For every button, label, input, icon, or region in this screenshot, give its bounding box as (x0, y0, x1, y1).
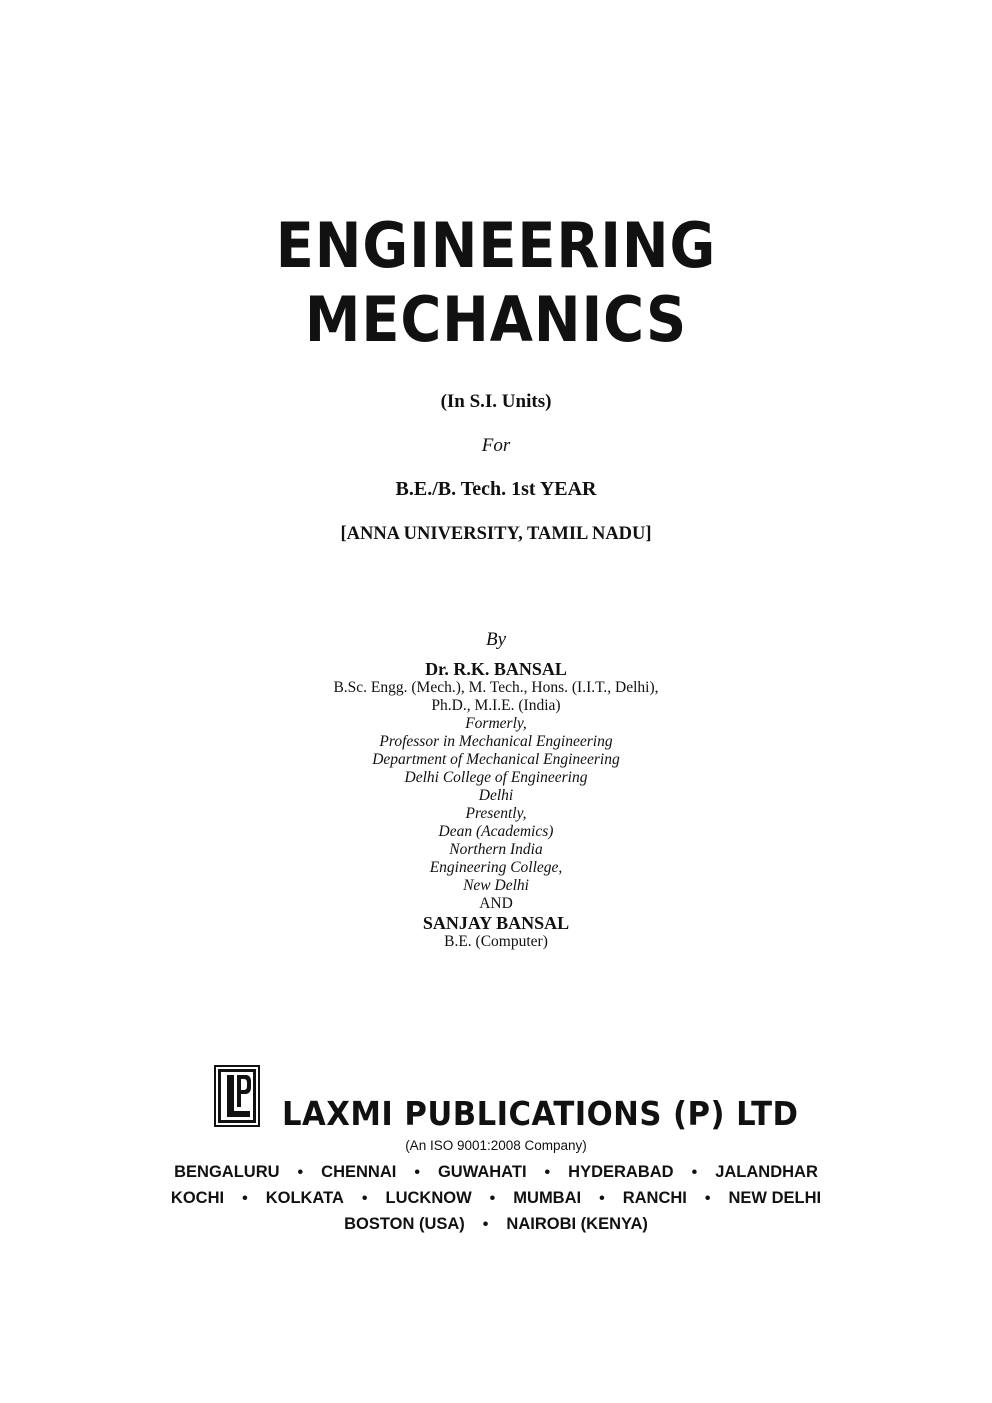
publisher-city: BENGALURU (174, 1163, 280, 1181)
publisher-iso-note: (An ISO 9001:2008 Company) (405, 1138, 587, 1153)
publisher-city: KOCHI (170, 1189, 225, 1207)
publisher-city: NEW DELHI (728, 1189, 822, 1207)
author1-role-8: New Delhi (463, 877, 529, 894)
bullet-separator: • (361, 1190, 368, 1207)
by-label: By (485, 629, 507, 650)
publisher-city: RANCHI (622, 1189, 687, 1207)
for-label: For (481, 435, 511, 456)
publisher-cities-line-3 (0, 1214, 992, 1235)
publisher-city: HYDERABAD (568, 1163, 674, 1181)
author1-qualification-2: Ph.D., M.I.E. (India) (431, 697, 561, 714)
author2-name: SANJAY BANSAL (422, 913, 570, 933)
author1-role-6: Northern India (449, 841, 543, 858)
author1-qualification-1: B.Sc. Engg. (Mech.), M. Tech., Hons. (I.I.T., Delhi), (333, 679, 659, 696)
author1-role-1: Professor in Mechanical Engineering (379, 733, 613, 750)
bullet-separator: • (691, 1164, 698, 1181)
units-subtitle: (In S.I. Units) (440, 391, 552, 412)
publisher-city: NAIROBI (KENYA) (506, 1215, 648, 1233)
bullet-separator: • (414, 1164, 420, 1181)
publisher-city: CHENNAI (321, 1163, 397, 1181)
laxmi-publications-logo-icon (214, 1065, 260, 1127)
publisher-name: LAXMI PUBLICATIONS (P) LTD (282, 1094, 799, 1133)
book-title-line-1: ENGINEERING (275, 209, 717, 282)
author1-presently-label: Presently, (465, 805, 527, 822)
author2-qualification: B.E. (Computer) (444, 933, 548, 950)
publisher-city: GUWAHATI (437, 1163, 527, 1181)
author1-name: Dr. R.K. BANSAL (425, 659, 567, 679)
bullet-separator: • (489, 1190, 496, 1207)
book-title-line-2: MECHANICS (304, 283, 688, 356)
author1-role-2: Department of Mechanical Engineering (372, 751, 620, 768)
publisher-city: JALANDHAR (715, 1163, 818, 1181)
author-credits (0, 659, 992, 951)
author1-role-4: Delhi (478, 787, 514, 804)
author1-formerly-label: Formerly, (465, 715, 527, 732)
bullet-separator: • (242, 1190, 248, 1207)
publisher-city: KOLKATA (265, 1189, 344, 1207)
bullet-separator: • (544, 1164, 551, 1181)
author1-role-7: Engineering College, (429, 859, 563, 876)
publisher-city: LUCKNOW (385, 1189, 472, 1207)
and-label: AND (479, 895, 513, 912)
bullet-separator: • (599, 1190, 605, 1207)
university-label: [ANNA UNIVERSITY, TAMIL NADU] (340, 524, 652, 544)
publisher-city: MUMBAI (513, 1189, 582, 1207)
publisher-city: BOSTON (USA) (344, 1215, 465, 1233)
bullet-separator: • (482, 1216, 489, 1233)
author1-role-3: Delhi College of Engineering (404, 769, 588, 786)
author1-role-5: Dean (Academics) (438, 823, 554, 840)
bullet-separator: • (297, 1164, 304, 1181)
bullet-separator: • (704, 1190, 711, 1207)
publisher-cities-line-2 (0, 1188, 992, 1209)
course-label: B.E./B. Tech. 1st YEAR (395, 478, 597, 500)
publisher-cities-line-1 (0, 1162, 992, 1183)
